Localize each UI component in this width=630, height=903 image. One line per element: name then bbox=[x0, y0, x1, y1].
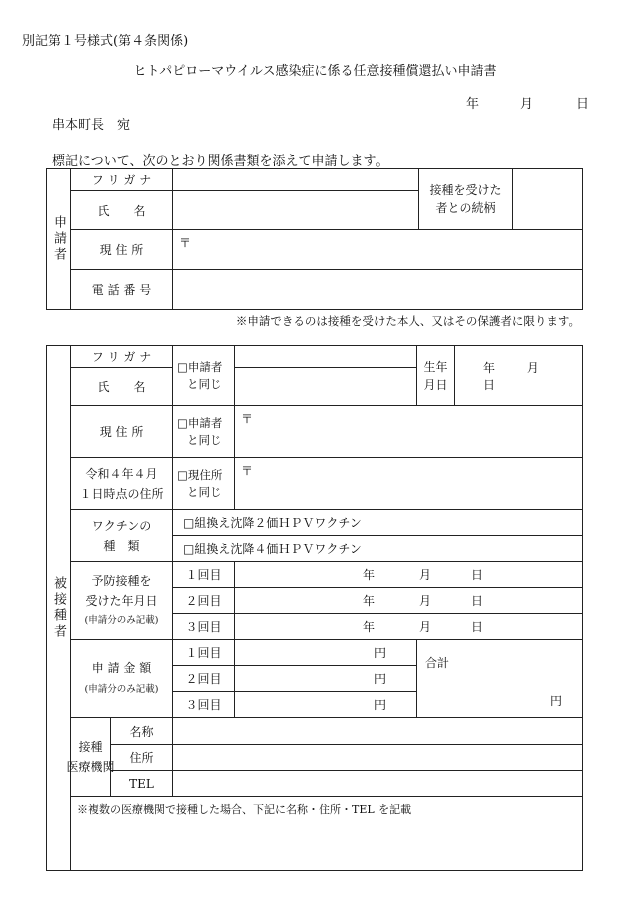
date-day: 日 bbox=[576, 97, 590, 112]
amount-label: 申 請 金 額 (申請分のみ記載) bbox=[71, 640, 173, 718]
recipient-section-label: 被接種者 bbox=[47, 346, 71, 871]
amount-1-field[interactable]: 円 bbox=[235, 640, 417, 666]
total-label: 合計 bbox=[425, 656, 450, 670]
postal-mark: 〒 bbox=[179, 236, 192, 250]
amount-3-label: ３回目 bbox=[173, 692, 235, 718]
amount-2-label: ２回目 bbox=[173, 666, 235, 692]
recipient-address-field[interactable] bbox=[235, 406, 583, 458]
r4-address-field[interactable] bbox=[235, 458, 583, 510]
amount-total-field[interactable] bbox=[417, 640, 583, 718]
amount-3-field[interactable]: 円 bbox=[235, 692, 417, 718]
birth-month: 月 bbox=[526, 360, 539, 375]
date-month: 月 bbox=[520, 97, 534, 112]
applicant-phone-label: 電 話 番 号 bbox=[71, 270, 173, 310]
recipient-table bbox=[46, 345, 583, 871]
applicant-furigana-field[interactable] bbox=[173, 169, 419, 191]
total-yen: 円 bbox=[550, 694, 563, 708]
clinic-tel-label: TEL bbox=[111, 771, 173, 797]
dose-2-label: ２回目 bbox=[173, 588, 235, 614]
applicant-table bbox=[46, 168, 583, 310]
dose-3-label: ３回目 bbox=[173, 614, 235, 640]
vaccination-date-label: 予防接種を 受けた年月日 (申請分のみ記載) bbox=[71, 562, 173, 640]
birth-day: 日 bbox=[483, 377, 496, 392]
recipient-name-label: 氏 名 bbox=[71, 368, 173, 406]
document-title: ヒトパピローマウイルス感染症に係る任意接種償還払い申請書 bbox=[133, 64, 497, 79]
birth-label: 生年 月日 bbox=[417, 346, 455, 406]
recipient-name-field[interactable] bbox=[235, 368, 417, 406]
vaccine-option-bivalent[interactable]: □組換え沈降２価ＨＰＶワクチン bbox=[173, 510, 583, 536]
multi-clinic-note: ※複数の医療機関で接種した場合、下記に名称・住所・TEL を記載 bbox=[77, 803, 412, 816]
relation-label: 接種を受けた 者との続柄 bbox=[419, 169, 513, 230]
applicant-address-field[interactable] bbox=[173, 230, 583, 270]
vaccine-type-label: ワクチンの 種 類 bbox=[71, 510, 173, 562]
clinic-name-field[interactable] bbox=[173, 718, 583, 745]
clinic-tel-field[interactable] bbox=[173, 771, 583, 797]
applicant-name-label: 氏 名 bbox=[71, 191, 173, 230]
same-as-current-checkbox[interactable]: □現住所 と同じ bbox=[173, 458, 235, 510]
clinic-address-label: 住所 bbox=[111, 745, 173, 771]
birth-year: 年 bbox=[483, 360, 496, 375]
amount-1-label: １回目 bbox=[173, 640, 235, 666]
r4-address-label: 令和４年４月 １日時点の住所 bbox=[71, 458, 173, 510]
postal-mark: 〒 bbox=[241, 464, 254, 478]
recipient-address-label: 現 住 所 bbox=[71, 406, 173, 458]
dose-3-date-field[interactable]: 年 月 日 bbox=[235, 614, 583, 640]
dose-1-label: １回目 bbox=[173, 562, 235, 588]
clinic-name-label: 名称 bbox=[111, 718, 173, 745]
addressee: 串本町長 宛 bbox=[52, 118, 131, 133]
form-number: 別記第１号様式(第４条関係) bbox=[22, 34, 189, 49]
dose-1-date-field[interactable]: 年 月 日 bbox=[235, 562, 583, 588]
multi-clinic-notes-field[interactable] bbox=[71, 797, 583, 871]
birth-date-field[interactable] bbox=[455, 346, 583, 406]
intro-text: 標記について、次のとおり関係書類を添えて申請します。 bbox=[52, 154, 389, 169]
vaccine-option-quadrivalent[interactable]: □組換え沈降４価ＨＰＶワクチン bbox=[173, 536, 583, 562]
postal-mark: 〒 bbox=[241, 412, 254, 426]
applicant-note: ※申請できるのは接種を受けた本人、又はその保護者に限ります。 bbox=[235, 314, 580, 328]
clinic-address-field[interactable] bbox=[173, 745, 583, 771]
applicant-phone-field[interactable] bbox=[173, 270, 583, 310]
applicant-address-label: 現 住 所 bbox=[71, 230, 173, 270]
clinic-label: 接種 医療機関 bbox=[71, 718, 111, 797]
amount-2-field[interactable]: 円 bbox=[235, 666, 417, 692]
relation-field[interactable] bbox=[513, 169, 583, 230]
applicant-furigana-label: フ リ ガ ナ bbox=[71, 169, 173, 191]
applicant-name-field[interactable] bbox=[173, 191, 419, 230]
same-as-applicant-checkbox[interactable]: □申請者 と同じ bbox=[173, 346, 235, 406]
recipient-furigana-label: フ リ ガ ナ bbox=[71, 346, 173, 368]
date-year: 年 bbox=[466, 97, 480, 112]
applicant-section-label: 申請者 bbox=[47, 169, 71, 310]
recipient-furigana-field[interactable] bbox=[235, 346, 417, 368]
dose-2-date-field[interactable]: 年 月 日 bbox=[235, 588, 583, 614]
address-same-as-applicant-checkbox[interactable]: □申請者 と同じ bbox=[173, 406, 235, 458]
